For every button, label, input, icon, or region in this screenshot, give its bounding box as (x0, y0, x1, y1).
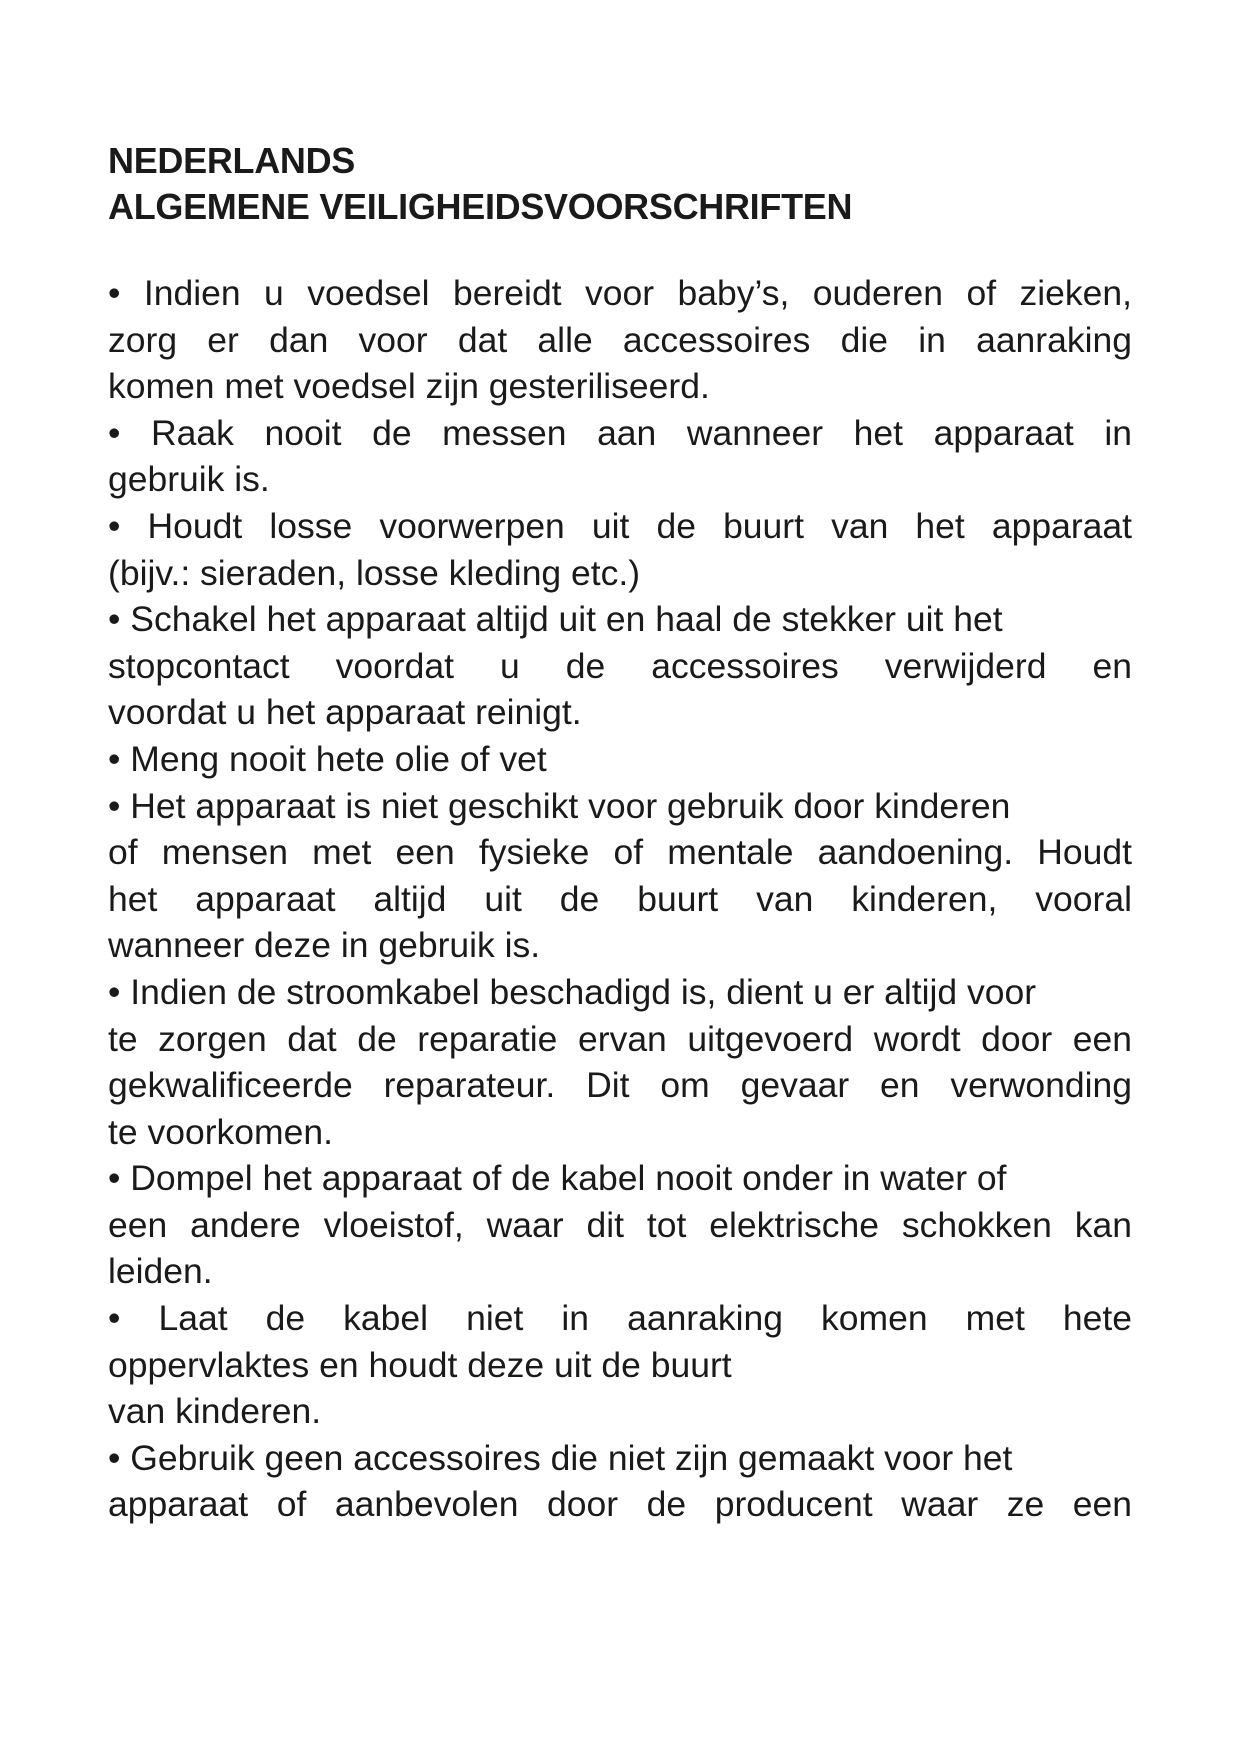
text-line: oppervlaktes en houdt deze uit de buurt (108, 1344, 732, 1385)
text-line: of mensen met een fysieke of mentale aandoening. Houdt (108, 832, 1132, 873)
safety-instructions (108, 270, 1132, 1528)
text-line: • Indien u voedsel bereidt voor baby’s, ouderen of zieken, (108, 273, 1132, 313)
text-line: • Dompel het apparaat of de kabel nooit onder in water of (108, 1158, 1007, 1199)
text-line: • Meng nooit hete olie of vet (108, 738, 547, 779)
text-line: • Gebruik geen accessoires die niet zijn gemaakt voor het (108, 1437, 1013, 1478)
text-line: te zorgen dat de reparatie ervan uitgevoerd wordt door een (108, 1018, 1132, 1059)
text-line: wanneer deze in gebruik is. (108, 925, 541, 966)
text-line: het apparaat altijd uit de buurt van kinderen, vooral (108, 878, 1132, 919)
text-line: gebruik is. (108, 459, 270, 500)
text-line: stopcontact voordat u de accessoires verwijderd en (108, 645, 1132, 686)
text-line: van kinderen. (108, 1391, 322, 1432)
language-heading: NEDERLANDS (108, 140, 356, 181)
text-line: een andere vloeistof, waar dit tot elektrische schokken kan (108, 1204, 1132, 1245)
text-line: • Het apparaat is niet geschikt voor gebruik door kinderen (108, 785, 1011, 826)
text-line: • Indien de stroomkabel beschadigd is, dient u er altijd voor (108, 971, 1037, 1012)
text-line: (bijv.: sieraden, losse kleding etc.) (108, 552, 641, 593)
document-page (108, 138, 1132, 1528)
text-line: te voorkomen. (108, 1111, 333, 1152)
text-line: leiden. (108, 1251, 213, 1292)
text-line: gekwalificeerde reparateur. Dit om gevaar en verwonding (108, 1065, 1132, 1106)
text-line: • Houdt losse voorwerpen uit de buurt van het apparaat (108, 505, 1132, 546)
text-line: • Schakel het apparaat altijd uit en haal de stekker uit het (108, 599, 1003, 640)
text-line: • Laat de kabel niet in aanraking komen met hete (108, 1298, 1132, 1339)
text-line: komen met voedsel zijn gesteriliseerd. (108, 366, 710, 407)
text-line: zorg er dan voor dat alle accessoires die in aanraking (108, 319, 1132, 360)
text-line: voordat u het apparaat reinigt. (108, 692, 582, 733)
text-line: • Raak nooit de messen aan wanneer het apparaat in (108, 412, 1132, 453)
section-heading: ALGEMENE VEILIGHEIDSVOORSCHRIFTEN (108, 186, 853, 227)
text-line: apparaat of aanbevolen door de producent waar ze een (108, 1484, 1132, 1525)
